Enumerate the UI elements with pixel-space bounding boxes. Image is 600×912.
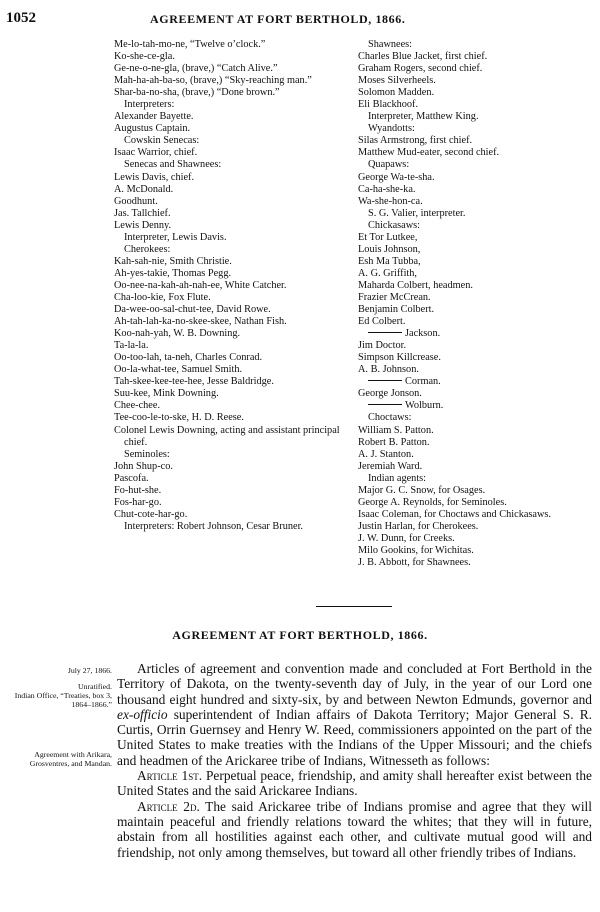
signatory-line xyxy=(114,159,350,171)
signatory-line xyxy=(358,184,594,196)
signatory-line xyxy=(114,63,350,75)
signatory-line xyxy=(358,328,594,340)
article-1-text: Perpetual peace, friendship, and amity shall hereafter exist between the United States and the said Arickaree Indians. xyxy=(117,768,592,799)
signatory-text: A. G. Griffith, xyxy=(358,267,418,279)
signatory-line xyxy=(358,521,594,533)
signatory-text: Indian agents: xyxy=(368,472,427,484)
page-number: 1052 xyxy=(6,10,36,26)
signatory-line xyxy=(358,159,594,171)
signatory-line xyxy=(358,473,594,485)
signatory-text: Colonel Lewis Downing, acting and assistant principal chief. xyxy=(114,424,340,448)
signatory-line xyxy=(114,184,350,196)
signatory-text: A. B. Johnson. xyxy=(358,364,419,376)
signatories-right-column xyxy=(358,39,594,569)
signatory-line xyxy=(358,352,594,364)
signatory-line xyxy=(114,328,350,340)
dash-rule xyxy=(368,404,402,405)
signatory-text: Chickasaws: xyxy=(368,219,421,231)
signatory-text: John Shup-co. xyxy=(114,460,173,472)
margin-note-topic: Agreement with Arikara, Grosventres, and Mandan. xyxy=(29,750,112,768)
signatory-text: George A. Reynolds, for Seminoles. xyxy=(358,496,507,508)
signatory-text: Graham Rogers, second chief. xyxy=(358,63,483,75)
signatory-text: Jackson. xyxy=(405,328,441,340)
signatory-text: Mah-ha-ah-ba-so, (brave,) “Sky-reaching man.” xyxy=(114,75,312,87)
signatory-line xyxy=(358,340,594,352)
signatory-line xyxy=(358,135,594,147)
signatory-line xyxy=(358,437,594,449)
signatory-line xyxy=(114,449,350,461)
signatory-text: Lewis Denny. xyxy=(114,219,172,231)
signatory-line xyxy=(358,147,594,159)
agreement-body xyxy=(117,661,592,860)
signatory-text: Fo-hut-she. xyxy=(114,484,162,496)
signatory-text: Esh Ma Tubba, xyxy=(358,255,421,267)
signatory-line xyxy=(114,497,350,509)
signatory-line xyxy=(114,99,350,111)
section-divider xyxy=(316,606,392,607)
signatory-line xyxy=(358,449,594,461)
signatory-line xyxy=(114,75,350,87)
signatory-line xyxy=(358,99,594,111)
signatory-text: Shar-ba-no-sha, (brave,) “Done brown.” xyxy=(114,87,280,99)
signatory-text: Interpreters: Robert Johnson, Cesar Bruner. xyxy=(124,520,304,532)
signatory-text: Simpson Killcrease. xyxy=(358,352,441,364)
signatory-line xyxy=(114,352,350,364)
signatory-text: Chee-chee. xyxy=(114,400,161,412)
signatory-line xyxy=(358,75,594,87)
signatory-line xyxy=(358,425,594,437)
signatory-line xyxy=(358,208,594,220)
signatory-line xyxy=(114,111,350,123)
signatory-line xyxy=(358,63,594,75)
signatory-line xyxy=(358,316,594,328)
signatory-text: Milo Gookins, for Wichitas. xyxy=(358,544,474,556)
signatory-line xyxy=(114,87,350,99)
signatory-line xyxy=(114,304,350,316)
signatory-text: S. G. Valier, interpreter. xyxy=(368,207,466,219)
signatory-text: Ko-she-ce-gla. xyxy=(114,51,175,63)
running-head: AGREEMENT AT FORT BERTHOLD, 1866. xyxy=(150,12,406,26)
signatory-text: George Wa-te-sha. xyxy=(358,171,435,183)
signatory-text: Wolburn. xyxy=(405,400,444,412)
signatory-text: Cha-loo-kie, Fox Flute. xyxy=(114,291,211,303)
signatory-line xyxy=(358,364,594,376)
signatory-line xyxy=(114,232,350,244)
signatory-text: Ca-ha-she-ka. xyxy=(358,183,416,195)
signatory-line xyxy=(114,147,350,159)
dash-rule xyxy=(368,380,402,381)
signatory-line xyxy=(114,220,350,232)
signatory-line xyxy=(358,400,594,412)
signatory-line xyxy=(114,196,350,208)
signatory-text: Ah-yes-takie, Thomas Pegg. xyxy=(114,267,232,279)
preamble-text-2: superintendent of Indian affairs of Dakota Territory; Major General S. R. Curtis, Orrin Guernsey and Henry W. Reed, commissioners appointed on the part of the United States to make treaties with the Indians of the Upper Missouri; and the chiefs and headmen of the Arickaree tribe of Indians, Witnesseth as follows: xyxy=(117,706,592,768)
signatory-text: Ed Colbert. xyxy=(358,316,406,328)
signatory-text: Maharda Colbert, headmen. xyxy=(358,279,473,291)
signatory-text: Quapaws: xyxy=(368,159,410,171)
signatory-text: Silas Armstrong, first chief. xyxy=(358,135,473,147)
signatory-text: Louis Johnson, xyxy=(358,243,421,255)
signatory-text: Cherokees: xyxy=(124,243,171,255)
margin-note-date: July 27, 1866. xyxy=(67,666,112,675)
signatory-text: Isaac Warrior, chief. xyxy=(114,147,198,159)
signatory-text: Eli Blackhoof. xyxy=(358,99,419,111)
signatory-line xyxy=(114,208,350,220)
signatory-line xyxy=(114,521,350,533)
signatory-line xyxy=(358,244,594,256)
signatory-line xyxy=(358,545,594,557)
signatory-line xyxy=(358,196,594,208)
signatory-text: William S. Patton. xyxy=(358,424,434,436)
article-2-text: The said Arickaree tribe of Indians promise and agree that they will maintain peaceful and friendly relations toward the whites; that they will in future, abstain from all hostilities against each other, and cultivate mutual good will and friendship, not only among themselves, but toward all other friendly tribes of Indians. xyxy=(117,798,592,860)
signatories-left-column xyxy=(114,39,350,533)
signatory-text: Da-wee-oo-sal-chut-tee, David Rowe. xyxy=(114,304,271,316)
signatory-text: Charles Blue Jacket, first chief. xyxy=(358,51,488,63)
signatory-line xyxy=(358,111,594,123)
signatory-line xyxy=(114,256,350,268)
article-2-paragraph xyxy=(117,799,592,860)
signatory-text: Ge-ne-o-ne-gla, (brave,) “Catch Alive.” xyxy=(114,63,278,75)
signatory-line xyxy=(358,461,594,473)
signatory-line xyxy=(358,268,594,280)
signatory-text: Isaac Coleman, for Choctaws and Chickasaws. xyxy=(358,508,552,520)
signatory-line xyxy=(358,172,594,184)
article-1-label: Article 1st. xyxy=(137,768,203,784)
signatory-text: Jeremiah Ward. xyxy=(358,460,423,472)
signatory-text: Matthew Mud-eater, second chief. xyxy=(358,147,500,159)
signatory-line xyxy=(114,280,350,292)
signatory-line xyxy=(358,232,594,244)
signatory-text: Chut-cote-har-go. xyxy=(114,508,188,520)
signatory-line xyxy=(358,388,594,400)
signatory-line xyxy=(358,557,594,569)
signatory-line xyxy=(358,485,594,497)
signatory-text: Koo-nah-yah, W. B. Downing. xyxy=(114,328,241,340)
signatory-line xyxy=(114,425,350,449)
signatory-text: Justin Harlan, for Cherokees. xyxy=(358,520,479,532)
signatory-line xyxy=(358,280,594,292)
signatory-text: Goodhunt. xyxy=(114,195,158,207)
signatory-line xyxy=(114,51,350,63)
signatory-text: Wa-she-hon-ca. xyxy=(358,195,423,207)
signatory-text: Interpreter, Matthew King. xyxy=(368,111,479,123)
signatory-line xyxy=(114,473,350,485)
signatory-text: Wyandotts: xyxy=(368,123,415,135)
signatory-line xyxy=(114,461,350,473)
signatory-text: A. McDonald. xyxy=(114,183,174,195)
signatory-text: Jim Doctor. xyxy=(358,340,407,352)
signatory-text: Seminoles: xyxy=(124,448,170,460)
signatory-text: Interpreters: xyxy=(124,99,175,111)
signatory-text: A. J. Stanton. xyxy=(358,448,414,460)
signatory-text: Shawnees: xyxy=(368,39,413,50)
signatory-text: Tee-coo-le-to-ske, H. D. Reese. xyxy=(114,412,244,424)
signatory-line xyxy=(114,292,350,304)
signatory-line xyxy=(358,123,594,135)
signatory-text: Benjamin Colbert. xyxy=(358,304,435,316)
agreement-title: AGREEMENT AT FORT BERTHOLD, 1866. xyxy=(172,628,428,642)
preamble-text-1: Articles of agreement and convention made and concluded at Fort Berthold in the Territory of Dakota, on the twenty-seventh day of July, in the year of our Lord one thousand eight hundred and sixty-six, by and between Newton Edmunds, governor and xyxy=(117,661,592,707)
signatory-text: Lewis Davis, chief. xyxy=(114,171,195,183)
preamble-paragraph xyxy=(117,661,592,768)
signatory-text: Me-lo-tah-mo-ne, “Twelve o’clock.” xyxy=(114,39,266,50)
signatory-text: Pascofa. xyxy=(114,472,149,484)
signatory-text: Robert B. Patton. xyxy=(358,436,430,448)
signatory-text: Kah-sah-nie, Smith Christie. xyxy=(114,255,232,267)
signatory-line xyxy=(114,364,350,376)
dash-rule xyxy=(368,332,402,333)
signatory-line xyxy=(114,135,350,147)
signatory-line xyxy=(114,39,350,51)
signatory-line xyxy=(358,412,594,424)
signatory-line xyxy=(358,376,594,388)
signatory-line xyxy=(114,268,350,280)
signatory-text: Alexander Bayette. xyxy=(114,111,194,123)
signatory-text: J. W. Dunn, for Creeks. xyxy=(358,532,455,544)
signatory-line xyxy=(358,292,594,304)
preamble-italic: ex-officio xyxy=(117,706,168,722)
signatory-line xyxy=(358,51,594,63)
signatory-line xyxy=(358,87,594,99)
signatory-text: Fos-har-go. xyxy=(114,496,162,508)
signatory-text: Interpreter, Lewis Davis. xyxy=(124,231,227,243)
signatory-text: Corman. xyxy=(405,376,441,388)
signatory-text: George Jonson. xyxy=(358,388,422,400)
signatory-line xyxy=(114,509,350,521)
page-header xyxy=(0,10,600,30)
signatory-text: Moses Silverheels. xyxy=(358,75,436,87)
margin-note-status xyxy=(4,682,112,709)
signatory-text: Solomon Madden. xyxy=(358,87,435,99)
signatory-text: Et Tor Lutkee, xyxy=(358,231,418,243)
signatory-line xyxy=(114,400,350,412)
signatory-line xyxy=(358,497,594,509)
signatory-line xyxy=(114,412,350,424)
signatory-text: Ta-la-la. xyxy=(114,340,149,352)
article-1-paragraph xyxy=(117,768,592,799)
signatory-line xyxy=(114,172,350,184)
signatory-text: J. B. Abbott, for Shawnees. xyxy=(358,557,471,569)
signatory-text: Choctaws: xyxy=(368,412,412,424)
signatory-text: Major G. C. Snow, for Osages. xyxy=(358,484,486,496)
signatory-text: Cowskin Senecas: xyxy=(124,135,200,147)
signatory-text: Oo-nee-na-kah-ah-nah-ee, White Catcher. xyxy=(114,279,287,291)
signatory-line xyxy=(114,316,350,328)
signatory-line xyxy=(114,485,350,497)
signatory-text: Suu-kee, Mink Downing. xyxy=(114,388,219,400)
signatory-text: Augustus Captain. xyxy=(114,123,191,135)
signatory-line xyxy=(114,123,350,135)
signatory-line xyxy=(114,244,350,256)
signatory-line xyxy=(358,256,594,268)
signatory-line xyxy=(114,376,350,388)
article-2-label: Article 2d. xyxy=(137,798,200,814)
signatory-line xyxy=(358,533,594,545)
signatory-text: Ah-tah-lah-ka-no-skee-skee, Nathan Fish. xyxy=(114,316,287,328)
signatory-line xyxy=(358,39,594,51)
signatory-text: Senecas and Shawnees: xyxy=(124,159,222,171)
signatory-line xyxy=(114,388,350,400)
signatory-line xyxy=(358,220,594,232)
margin-status-text: Unratified. Indian Office, “Treaties, box 3, 1864–1866.” xyxy=(14,682,112,709)
signatory-line xyxy=(114,340,350,352)
signatory-line xyxy=(358,509,594,521)
signatory-text: Frazier McCrean. xyxy=(358,291,431,303)
signatory-line xyxy=(358,304,594,316)
signatory-text: Oo-too-lah, ta-neh, Charles Conrad. xyxy=(114,352,263,364)
signatory-text: Jas. Tallchief. xyxy=(114,207,171,219)
signatory-text: Oo-la-what-tee, Samuel Smith. xyxy=(114,364,243,376)
signatory-text: Tah-skee-kee-tee-hee, Jesse Baldridge. xyxy=(114,376,274,388)
